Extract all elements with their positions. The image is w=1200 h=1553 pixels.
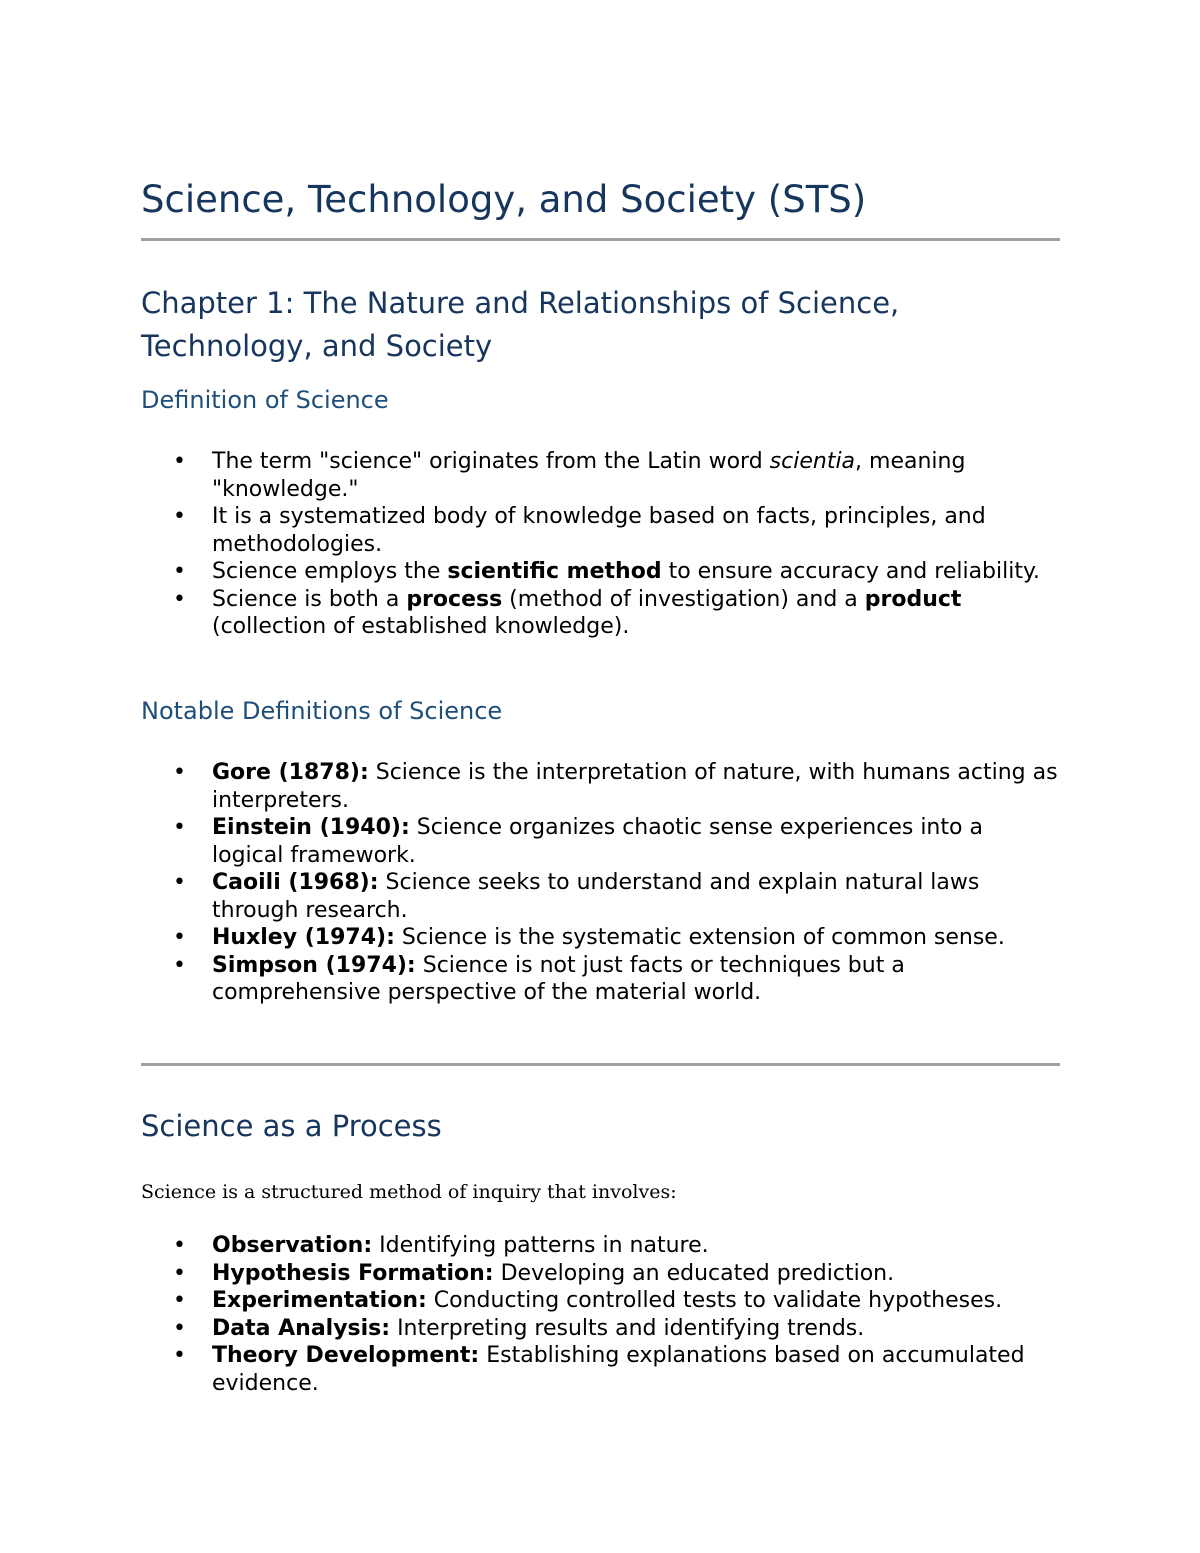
list-item: • Einstein (1940): Science organizes chaotic sense experiences into a logical framework. bbox=[173, 815, 983, 868]
bullet-icon: • bbox=[173, 815, 186, 840]
list-item: • Data Analysis: Interpreting results and identifying trends. bbox=[173, 1315, 865, 1341]
bold-term: process bbox=[406, 586, 503, 612]
list-item: • Science is both a process (method of investigation) and a product (collection of established knowledge). bbox=[173, 586, 962, 639]
list-item: • Simpson (1974): Science is not just facts or techniques but a comprehensive perspective of the material world. bbox=[173, 952, 905, 1005]
bold-term: Huxley (1974): bbox=[212, 925, 395, 950]
bold-term: Observation: bbox=[212, 1233, 373, 1258]
list-item: • It is a systematized body of knowledge based on facts, principles, and methodologies. bbox=[173, 504, 986, 557]
bullet-icon: • bbox=[173, 449, 186, 474]
horizontal-rule bbox=[141, 1063, 1060, 1066]
bullet-icon: • bbox=[173, 1260, 186, 1286]
definition-heading: Definition of Science bbox=[141, 386, 389, 414]
list-item: • The term "science" originates from the Latin word scientia, meaning "knowledge." bbox=[173, 449, 966, 502]
bold-term: Experimentation: bbox=[212, 1288, 427, 1313]
bullet-icon: • bbox=[173, 1233, 186, 1258]
bold-term: Theory Development: bbox=[212, 1343, 480, 1368]
bullet-icon: • bbox=[173, 952, 186, 978]
bold-term: Data Analysis: bbox=[212, 1315, 391, 1341]
bullet-icon: • bbox=[173, 925, 186, 950]
notable-definitions-list bbox=[141, 759, 1060, 1007]
bold-term: scientific method bbox=[447, 559, 662, 584]
list-item: • Huxley (1974): Science is the systematic extension of common sense. bbox=[173, 925, 1005, 950]
bullet-icon: • bbox=[173, 559, 186, 584]
bullet-icon: • bbox=[173, 1288, 186, 1313]
horizontal-rule bbox=[141, 238, 1060, 241]
bold-term: Caoili (1968): bbox=[212, 870, 379, 895]
process-intro: Science is a structured method of inquiry that involves: bbox=[141, 1181, 677, 1203]
list-item: • Gore (1878): Science is the interpretation of nature, with humans acting as interpreters. bbox=[173, 760, 1058, 813]
bold-term: Hypothesis Formation: bbox=[212, 1260, 494, 1286]
bold-term: product bbox=[864, 586, 962, 612]
process-list bbox=[141, 1232, 1060, 1397]
bold-term: Simpson (1974): bbox=[212, 952, 416, 978]
list-item: • Observation: Identifying patterns in nature. bbox=[173, 1233, 709, 1258]
list-item: • Experimentation: Conducting controlled tests to validate hypotheses. bbox=[173, 1288, 1003, 1313]
bold-term: Einstein (1940): bbox=[212, 815, 410, 840]
document-title: Science, Technology, and Society (STS) bbox=[141, 178, 867, 221]
definition-list bbox=[141, 448, 1060, 641]
bold-term: Gore (1878): bbox=[212, 760, 369, 785]
notable-definitions-heading: Notable Definitions of Science bbox=[141, 697, 503, 725]
list-item: • Theory Development: Establishing explanations based on accumulated evidence. bbox=[173, 1343, 1025, 1396]
bullet-icon: • bbox=[173, 1315, 186, 1341]
bullet-icon: • bbox=[173, 586, 186, 612]
bullet-icon: • bbox=[173, 870, 186, 895]
list-item: • Hypothesis Formation: Developing an educated prediction. bbox=[173, 1260, 895, 1286]
list-item: • Caoili (1968): Science seeks to understand and explain natural laws through research. bbox=[173, 870, 980, 923]
bullet-icon: • bbox=[173, 760, 186, 785]
list-item: • Science employs the scientific method to ensure accuracy and reliability. bbox=[173, 559, 1040, 584]
bullet-icon: • bbox=[173, 1343, 186, 1368]
process-heading: Science as a Process bbox=[141, 1109, 442, 1143]
chapter-heading: Chapter 1: The Nature and Relationships of Science, Technology, and Society bbox=[141, 286, 900, 363]
latin-term: scientia bbox=[769, 449, 856, 474]
bullet-icon: • bbox=[173, 504, 186, 529]
